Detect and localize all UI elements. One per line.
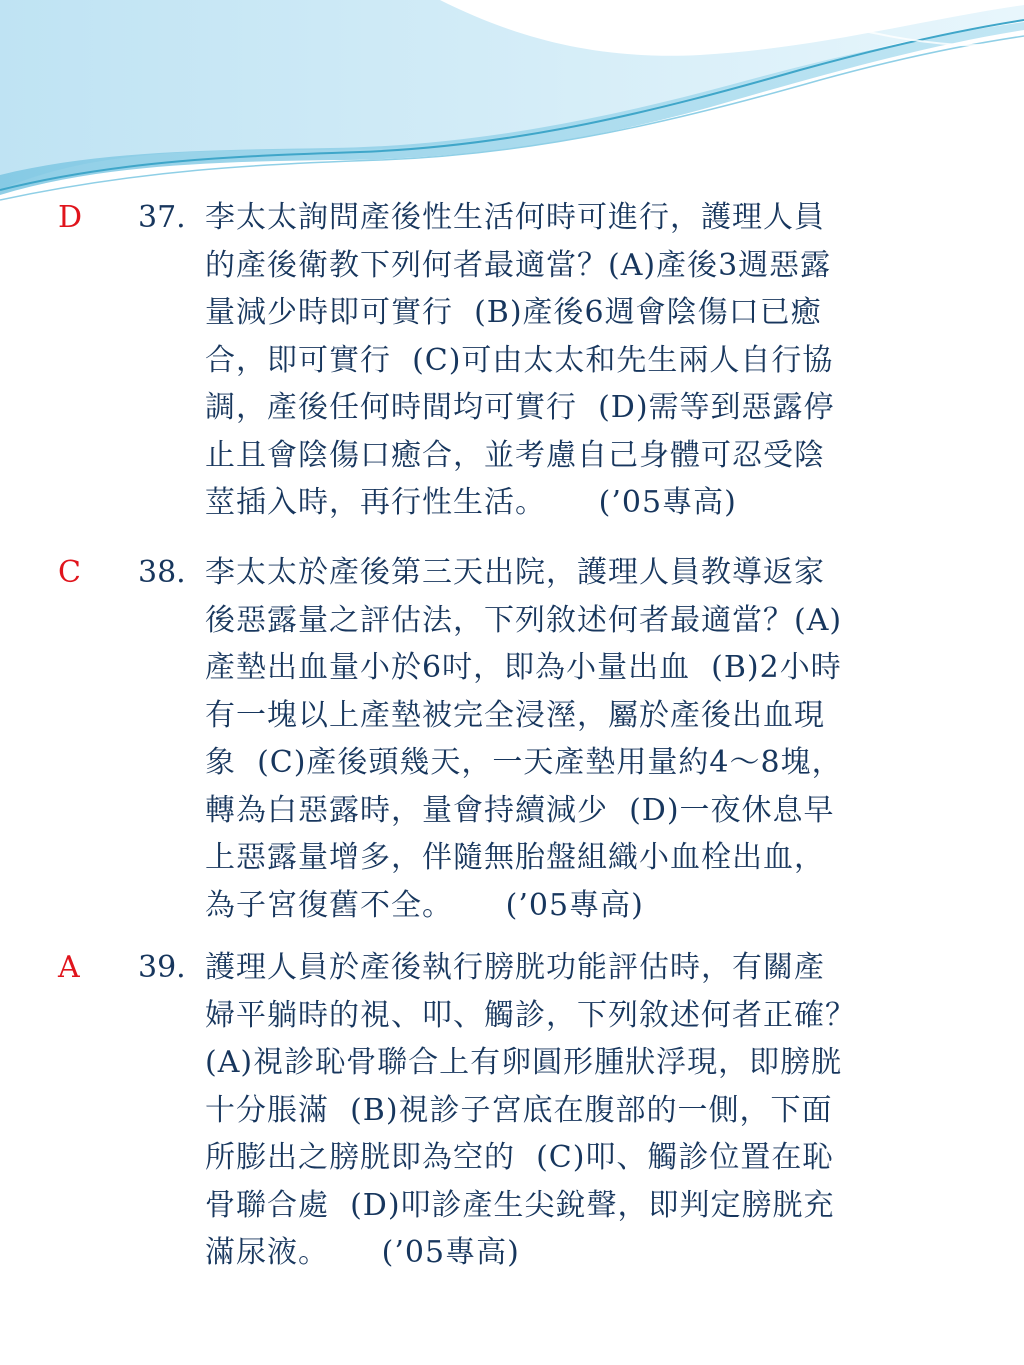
question-line: 護理人員於產後執行膀胱功能評估時，有關產 [205,950,825,985]
answer-key: D [58,200,83,235]
question-line: 止且會陰傷口癒合，並考慮自己身體可忍受陰 [205,437,825,473]
question-line: 為子宮復舊不全。 (’05專高) [205,887,644,923]
question-line: 有一塊以上產墊被完全浸溼，屬於產後出血現 [205,697,825,733]
question-line: (A)視診恥骨聯合上有卵圓形腫狀浮現，即膀胱 [205,1045,843,1080]
question-line: 骨聯合處 (D)叩診產生尖銳聲，即判定膀胱充 [205,1187,835,1223]
question-line: 莖插入時，再行性生活。 (’05專高) [205,485,737,520]
question-line: 滿尿液。 (’05專高) [205,1235,520,1270]
question-line: 量減少時即可實行 (B)產後6週會陰傷口已癒 [205,295,822,330]
question-text [205,195,1005,528]
answer-key: A [58,950,80,985]
question-line: 上惡露量增多，伴隨無胎盤組織小血栓出血， [205,840,825,875]
question-line: 合，即可實行 (C)可由太太和先生兩人自行協 [205,342,834,378]
question-line: 產墊出血量小於6吋，即為小量出血 (B)2小時 [205,650,842,685]
question-number: 38. [138,555,186,590]
question-line: 十分脹滿 (B)視診子宮底在腹部的一側，下面 [205,1092,833,1128]
question-line: 所膨出之膀胱即為空的 (C)叩、觸診位置在恥 [205,1140,834,1175]
question-number: 39. [138,950,186,985]
question-line: 李太太詢問產後性生活何時可進行，護理人員 [205,200,825,235]
question-line: 的產後衛教下列何者最適當？(A)產後3週惡露 [205,247,832,283]
question-line: 轉為白惡露時，量會持續減少 (D)一夜休息早 [205,792,835,828]
question-line: 象 (C)產後頭幾天，一天產墊用量約4～8塊， [205,745,843,780]
answer-key: C [58,555,81,590]
question-line: 李太太於產後第三天出院，護理人員教導返家 [205,555,825,590]
question-line: 後惡露量之評估法，下列敘述何者最適當？(A) [205,602,843,638]
question-text [205,945,1005,1278]
decorative-wave-header [0,0,1024,210]
question-text [205,550,1005,930]
question-number: 37. [138,200,186,235]
question-line: 婦平躺時的視、叩、觸診，下列敘述何者正確？ [205,997,856,1033]
question-line: 調，產後任何時間均可實行 (D)需等到惡露停 [205,390,835,425]
